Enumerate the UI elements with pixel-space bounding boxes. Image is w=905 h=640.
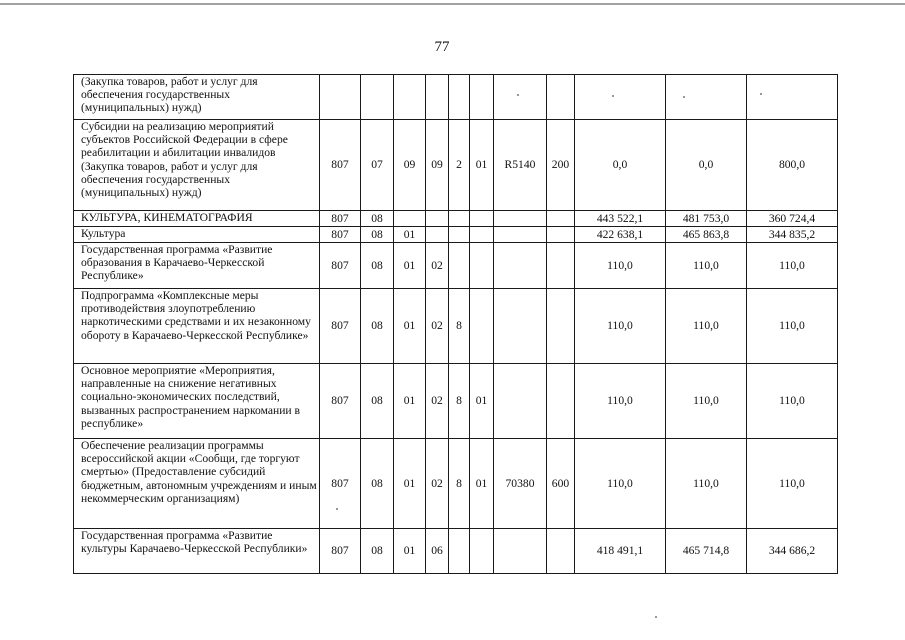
cell-subsection <box>394 211 426 227</box>
scan-speck <box>655 616 657 618</box>
cell-target-article <box>494 529 547 574</box>
cell-amount-year2: 0,0 <box>666 120 747 211</box>
cell-amount-year1: 110,0 <box>575 243 666 289</box>
cell-section: 08 <box>361 364 394 439</box>
cell-admin: 807 <box>320 227 361 243</box>
cell-event <box>470 243 494 289</box>
cell-event <box>470 211 494 227</box>
table-row <box>74 289 838 364</box>
cell-event: 01 <box>470 120 494 211</box>
cell-admin: 807 <box>320 289 361 364</box>
cell-amount-year1: 422 638,1 <box>575 227 666 243</box>
cell-section: 08 <box>361 243 394 289</box>
page-number: 77 <box>434 39 450 55</box>
cell-amount-year2: 110,0 <box>666 439 747 529</box>
cell-subprogram <box>449 529 470 574</box>
row-name: Субсидии на реализацию мероприятий субъектов Российской Федерации в сфере реабилитации и абилитации инвалидов (Закупка товаров, работ и услуг для обеспечения государственных (муниципальных) нужд) <box>74 120 320 211</box>
row-name: Подпрограмма «Комплексные меры противодействия злоупотреблению наркотическими средствами и их незаконному обороту в Карачаево-Черкесской Республике» <box>74 289 320 364</box>
cell-expense-type <box>547 243 575 289</box>
cell-program <box>426 75 449 120</box>
cell-event <box>470 289 494 364</box>
cell-subprogram <box>449 75 470 120</box>
budget-table <box>73 74 838 574</box>
cell-section: 08 <box>361 211 394 227</box>
table-row <box>74 75 838 120</box>
table-row <box>74 439 838 529</box>
cell-subsection: 01 <box>394 227 426 243</box>
cell-amount-year1: 110,0 <box>575 439 666 529</box>
cell-admin: 807 <box>320 211 361 227</box>
cell-program: 06 <box>426 529 449 574</box>
cell-event: 01 <box>470 364 494 439</box>
cell-program: 02 <box>426 439 449 529</box>
scan-top-edge <box>0 3 905 5</box>
cell-subprogram: 8 <box>449 289 470 364</box>
cell-expense-type <box>547 211 575 227</box>
cell-event <box>470 227 494 243</box>
cell-admin: 807 <box>320 529 361 574</box>
cell-target-article <box>494 227 547 243</box>
cell-target-article <box>494 364 547 439</box>
cell-subsection: 01 <box>394 439 426 529</box>
cell-subsection: 01 <box>394 364 426 439</box>
cell-subprogram <box>449 211 470 227</box>
cell-target-article: R5140 <box>494 120 547 211</box>
cell-section: 08 <box>361 227 394 243</box>
cell-amount-year2: 481 753,0 <box>666 211 747 227</box>
cell-subsection: 09 <box>394 120 426 211</box>
cell-target-article: 70380 <box>494 439 547 529</box>
cell-section: 07 <box>361 120 394 211</box>
cell-subprogram: 8 <box>449 364 470 439</box>
scan-speck <box>517 94 519 96</box>
cell-program: 02 <box>426 364 449 439</box>
cell-target-article <box>494 243 547 289</box>
cell-expense-type: 200 <box>547 120 575 211</box>
table-row <box>74 364 838 439</box>
cell-expense-type <box>547 75 575 120</box>
cell-amount-year2: 465 863,8 <box>666 227 747 243</box>
cell-amount-year3: 360 724,4 <box>747 211 838 227</box>
cell-amount-year1 <box>575 75 666 120</box>
row-name: КУЛЬТУРА, КИНЕМАТОГРАФИЯ <box>74 211 320 227</box>
row-name: Обеспечение реализации программы всероссийской акции «Сообщи, где торгуют смертью» (Предоставление субсидий бюджетным, автономным учреждениям и иным некоммерческим организациям) <box>74 439 320 529</box>
cell-admin: 807 <box>320 364 361 439</box>
scan-speck <box>760 93 762 95</box>
cell-amount-year2: 465 714,8 <box>666 529 747 574</box>
scan-speck <box>336 508 338 510</box>
cell-amount-year2: 110,0 <box>666 243 747 289</box>
cell-subsection: 01 <box>394 289 426 364</box>
cell-subsection: 01 <box>394 243 426 289</box>
scan-speck <box>683 96 685 98</box>
cell-expense-type <box>547 364 575 439</box>
cell-subprogram: 8 <box>449 439 470 529</box>
cell-subprogram <box>449 243 470 289</box>
cell-section: 08 <box>361 529 394 574</box>
cell-program <box>426 227 449 243</box>
cell-amount-year2: 110,0 <box>666 289 747 364</box>
cell-section: 08 <box>361 289 394 364</box>
cell-subsection: 01 <box>394 529 426 574</box>
cell-amount-year3: 110,0 <box>747 364 838 439</box>
cell-admin: 807 <box>320 120 361 211</box>
cell-event <box>470 529 494 574</box>
cell-amount-year1: 0,0 <box>575 120 666 211</box>
cell-amount-year3: 344 835,2 <box>747 227 838 243</box>
table-row <box>74 243 838 289</box>
cell-amount-year2: 110,0 <box>666 364 747 439</box>
cell-target-article <box>494 75 547 120</box>
row-name: Государственная программа «Развитие образования в Карачаево-Черкесской Республике» <box>74 243 320 289</box>
cell-admin: 807 <box>320 439 361 529</box>
table-row <box>74 120 838 211</box>
cell-amount-year1: 418 491,1 <box>575 529 666 574</box>
cell-amount-year3: 110,0 <box>747 243 838 289</box>
cell-subsection <box>394 75 426 120</box>
cell-target-article <box>494 289 547 364</box>
cell-expense-type <box>547 529 575 574</box>
cell-amount-year3: 344 686,2 <box>747 529 838 574</box>
cell-program: 02 <box>426 243 449 289</box>
cell-subprogram: 2 <box>449 120 470 211</box>
cell-target-article <box>494 211 547 227</box>
cell-expense-type <box>547 227 575 243</box>
cell-event: 01 <box>470 439 494 529</box>
cell-subprogram <box>449 227 470 243</box>
cell-section: 08 <box>361 439 394 529</box>
cell-event <box>470 75 494 120</box>
cell-amount-year3: 800,0 <box>747 120 838 211</box>
cell-expense-type <box>547 289 575 364</box>
row-name: Государственная программа «Развитие культуры Карачаево-Черкесской Республики» <box>74 529 320 574</box>
cell-admin <box>320 75 361 120</box>
cell-program: 02 <box>426 289 449 364</box>
cell-admin: 807 <box>320 243 361 289</box>
cell-amount-year3 <box>747 75 838 120</box>
cell-amount-year1: 110,0 <box>575 289 666 364</box>
cell-amount-year3: 110,0 <box>747 289 838 364</box>
cell-section <box>361 75 394 120</box>
table-row <box>74 227 838 243</box>
row-name: Основное мероприятие «Мероприятия, направленные на снижение негативных социально-экономических последствий, вызванных распространением наркомании в республике» <box>74 364 320 439</box>
table-row <box>74 529 838 574</box>
row-name: Культура <box>74 227 320 243</box>
scan-speck <box>612 95 614 97</box>
cell-amount-year2 <box>666 75 747 120</box>
cell-program <box>426 211 449 227</box>
cell-expense-type: 600 <box>547 439 575 529</box>
cell-amount-year1: 110,0 <box>575 364 666 439</box>
cell-amount-year3: 110,0 <box>747 439 838 529</box>
cell-program: 09 <box>426 120 449 211</box>
table-row <box>74 211 838 227</box>
row-name: (Закупка товаров, работ и услуг для обеспечения государственных (муниципальных) нужд) <box>74 75 320 120</box>
cell-amount-year1: 443 522,1 <box>575 211 666 227</box>
